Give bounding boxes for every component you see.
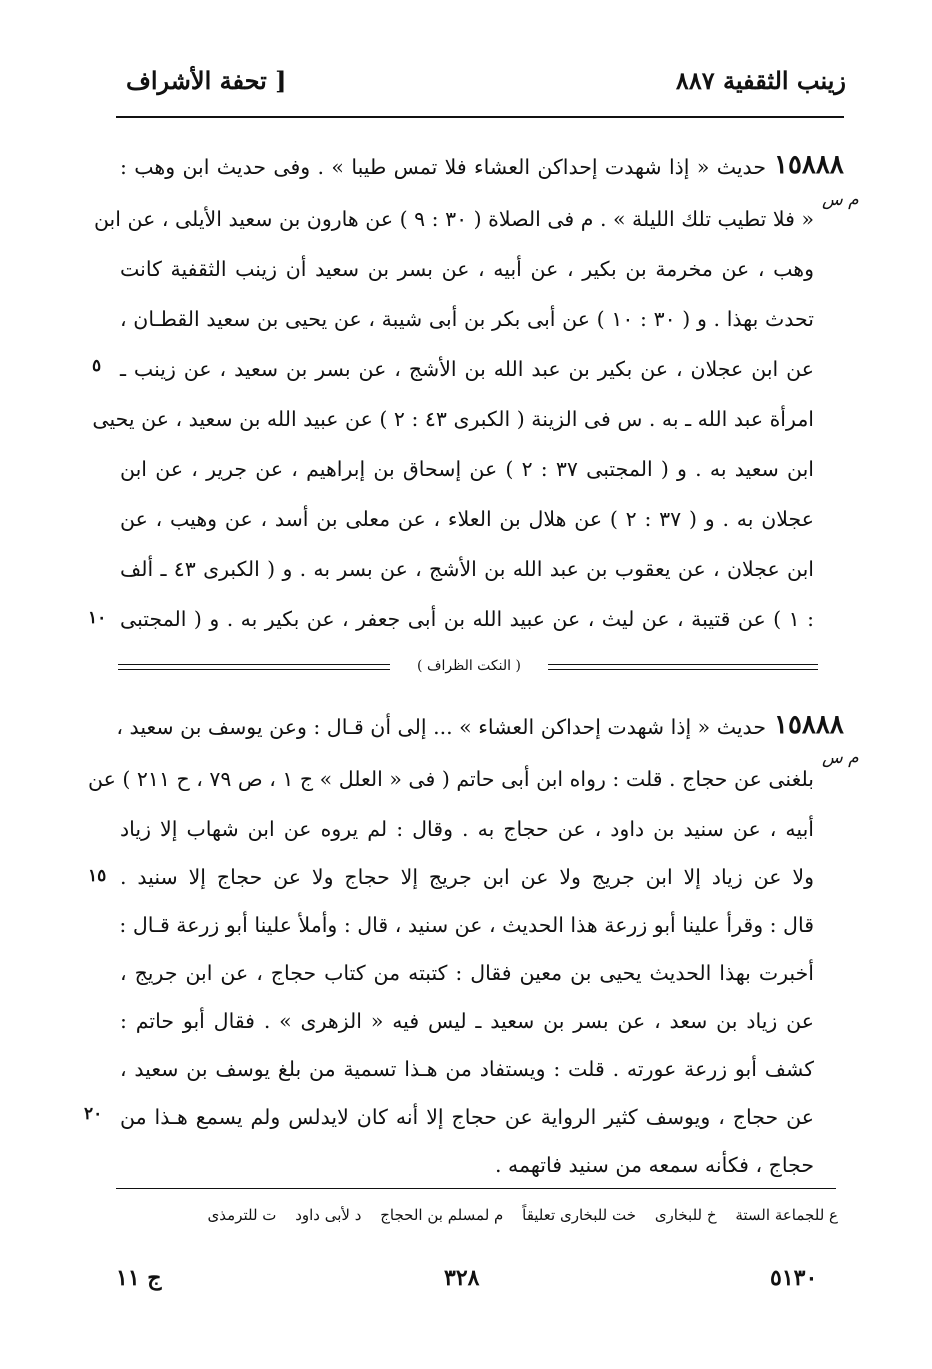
abbreviation-key [194, 1206, 838, 1224]
margin-line-number: ٢٠ [84, 1104, 103, 1124]
margin-symbol: م س [822, 190, 859, 210]
running-title-right: زينب الثقفية ٨٨٧ [675, 66, 846, 95]
abbreviation: م لمسلم بن الحجاج [380, 1206, 504, 1224]
page-number: ٣٢٨ [444, 1265, 480, 1291]
text-line: ولا عن زياد إلا ابن جريج ولا عن ابن جريج إلا حجاج ولا عن حجاج إلا سنيد . [120, 865, 814, 889]
text-line: ابن عجلان ، عن يعقوب بن عبد الله بن الأشج ، عن بسر به . و ( الكبرى ٤٣ ـ ألف [120, 557, 814, 581]
text-line: عجلان به . و ( ٣٧ : ٢ ) عن هلال بن العلاء ، عن معلى بن أسد ، عن وهيب ، عن [120, 507, 814, 531]
volume-number: ج ١١ [116, 1265, 162, 1291]
text-line: حديث « إذا شهدت إحداكن العشاء » ... إلى أن قـال : وعن يوسف بن سعيد ، [116, 715, 766, 739]
entry-number: ١٥٨٨٨ [774, 150, 844, 180]
text-line: كشف أبو زرعة عورته . قلت : ويستفاد من هـذا تسمية من بلغ يوسف بن سعيد ، [120, 1057, 814, 1081]
abbreviation: ت للترمذى [207, 1206, 277, 1224]
text-line: تحدث بهذا . و ( ٣٠ : ١٠ ) عن أبى بكر بن أبى شيبة ، عن يحيى بن سعيد القطـان ، [120, 307, 814, 331]
text-line: حجاج ، فكأنه سمعه من سنيد فاتهمه . [494, 1153, 814, 1177]
abbreviation: ع للجماعة الستة [735, 1206, 838, 1224]
margin-symbol: م س [822, 748, 859, 768]
text-line: أخبرت بهذا الحديث يحيى بن معين فقال : كتبته من كتاب حجاج ، عن ابن جريج ، [120, 961, 814, 985]
separator-label: ( النكت الظراف ) [390, 658, 548, 674]
text-line: حديث « إذا شهدت إحداكن العشاء فلا تمس طيبا » . وفى حديث ابن وهب : [120, 155, 766, 179]
header-rule [116, 116, 844, 118]
text-line: أبيه ، عن سنيد بن داود ، عن حجاج به . وقال : لم يروه عن ابن شهاب إلا زياد [120, 817, 814, 841]
text-line: « فلا تطيب تلك الليلة » . م فى الصلاة ( ٣٠ : ٩ ) عن هارون بن سعيد الأيلى ، عن ابن [93, 207, 814, 231]
text-line: عن زياد بن سعد ، عن بسر بن سعيد ـ ليس فيه « الزهرى » . فقال أبو حاتم : [120, 1009, 814, 1033]
text-line: بلغنى عن حجاج . قلت : رواه ابن أبى حاتم ( فى « العلل » ج ١ ، ص ٧٩ ، ح ٢١١ ) عن [88, 767, 814, 791]
text-line: عن ابن عجلان ، عن بكير بن عبد الله بن الأشج ، عن بسر بن سعيد ، عن زينب ـ [120, 357, 814, 381]
text-line: ابن سعيد به . و ( المجتبى ٣٧ : ٢ ) عن إسحاق بن إبراهيم ، عن جرير ، عن ابن [120, 457, 814, 481]
footer-rule [116, 1188, 836, 1189]
abbreviation: خت للبخارى تعليقاً [522, 1206, 637, 1224]
abbreviation: خ للبخارى [654, 1206, 717, 1224]
margin-line-number: ١٠ [88, 608, 107, 628]
text-line: امرأة عبد الله ـ به . س فى الزينة ( الكبرى ٤٣ : ٢ ) عن عبيد الله بن سعيد ، عن يحيى [92, 407, 814, 431]
running-title-left: [ تحفة الأشراف [126, 66, 287, 95]
margin-line-number: ١٥ [88, 866, 107, 886]
margin-line-number: ٥ [92, 356, 102, 376]
text-line: عن حجاج ، ويوسف كثير الرواية عن حجاج إلا أنه كان لايدلس ولم يسمع هـذا من [120, 1105, 814, 1129]
text-line: : ١ ) عن قتيبة ، عن ليث ، عن عبيد الله بن أبى جعفر ، عن بكير به . و ( المجتبى [120, 607, 814, 631]
abbreviation: د لأبى داود [295, 1206, 362, 1224]
text-line: وهب ، عن مخرمة بن بكير ، عن أبيه ، عن بسر بن سعيد أن زينب الثقفية كانت [120, 257, 814, 281]
text-line: قال : وقرأ علينا أبو زرعة هذا الحديث ، عن سنيد ، قال : وأملأ علينا أبو زرعة قـال : [119, 913, 814, 937]
sequence-number: ٥١٣٠ [770, 1265, 818, 1291]
entry-number: ١٥٨٨٨ [774, 710, 844, 740]
